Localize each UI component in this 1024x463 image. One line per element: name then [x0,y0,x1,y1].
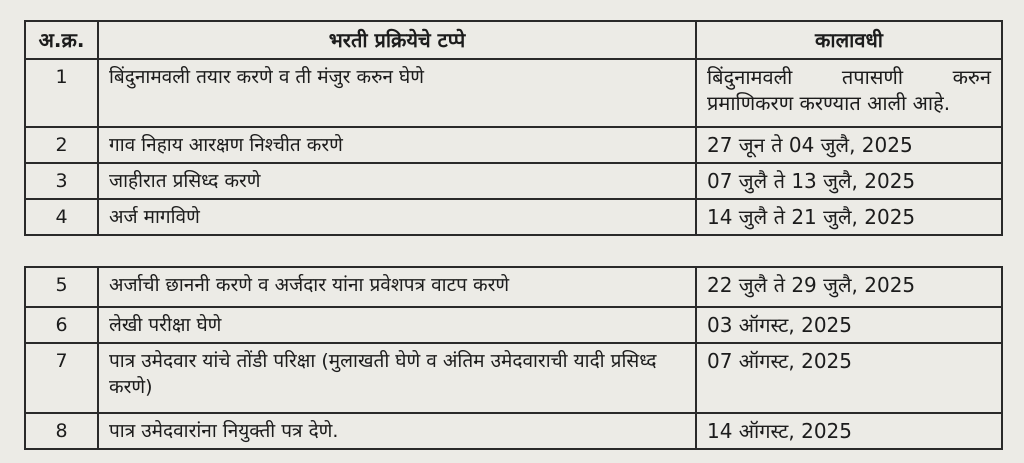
table-row [25,413,1002,449]
row-stage: अर्ज मागविणे [98,199,696,235]
row-number: 2 [25,127,98,163]
row-stage: अर्जाची छाननी करणे व अर्जदार यांना प्रवेशपत्र वाटप करणे [98,267,696,307]
row-stage: पात्र उमेदवारांना नियुक्ती पत्र देणे. [98,413,696,449]
row-number: 8 [25,413,98,449]
row-period: 14 ऑगस्ट, 2025 [696,413,1002,449]
row-stage: लेखी परीक्षा घेणे [98,307,696,343]
row-number: 1 [25,59,98,127]
row-period: 14 जुलै ते 21 जुलै, 2025 [696,199,1002,235]
table-row [25,59,1002,127]
row-period: 22 जुलै ते 29 जुलै, 2025 [696,267,1002,307]
header-serial-number: अ.क्र. [25,21,98,59]
row-number: 6 [25,307,98,343]
recruitment-schedule-table-bottom [24,266,1003,450]
row-stage: बिंदुनामवली तयार करणे व ती मंजुर करुन घेणे [98,59,696,127]
header-period: कालावधी [696,21,1002,59]
row-period: 03 ऑगस्ट, 2025 [696,307,1002,343]
row-number: 3 [25,163,98,199]
table-row [25,163,1002,199]
row-period: 27 जून ते 04 जुलै, 2025 [696,127,1002,163]
row-number: 5 [25,267,98,307]
recruitment-schedule-table-top [24,20,1003,236]
row-stage: पात्र उमेदवार यांचे तोंडी परिक्षा (मुलाखती घेणे व अंतिम उमेदवाराची यादी प्रसिध्द करणे) [98,343,696,413]
table-row [25,267,1002,307]
row-number: 4 [25,199,98,235]
table-row [25,127,1002,163]
table-row [25,307,1002,343]
row-period: 07 ऑगस्ट, 2025 [696,343,1002,413]
row-period: बिंदुनामवली तपासणी करुन प्रमाणिकरण करण्यात आली आहे. [696,59,1002,127]
row-number: 7 [25,343,98,413]
row-stage: जाहीरात प्रसिध्द करणे [98,163,696,199]
row-period: 07 जुलै ते 13 जुलै, 2025 [696,163,1002,199]
row-stage: गाव निहाय आरक्षण निश्चीत करणे [98,127,696,163]
header-stage: भरती प्रक्रियेचे टप्पे [98,21,696,59]
table-row [25,199,1002,235]
table-header-row [25,21,1002,59]
table-row [25,343,1002,413]
